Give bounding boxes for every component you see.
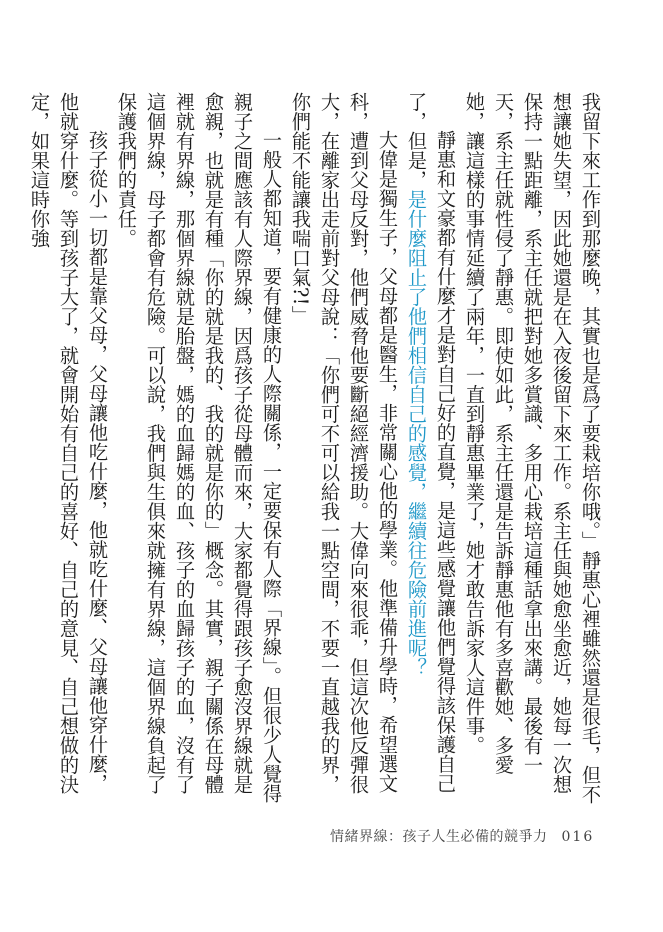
- page-number: 016: [561, 829, 595, 845]
- paragraph: [25, 92, 112, 804]
- book-title: 情緒界線：孩子人生必備的競爭力: [330, 829, 548, 845]
- paragraph-text: 我留下來工作到那麼晚，其實也是爲了要栽培你哦。」靜惠心裡雖然還是很毛，但不想讓她失望，因此她還是在入夜後留下來工作。系主任與她愈坐愈近，她每一次想保持一點距離，系主任就把對她多賞識、多用心栽培這種話拿出來講。最後有一天，系主任就性侵了靜惠。即使如此，系主任還是告訴靜惠他有多喜歡她、多愛她，讓這樣的事情延續了兩年，一直到靜惠畢業了，她才敢告訴家人這件事。: [463, 92, 602, 804]
- highlighted-question: 是什麼阻止了他們相信自己的感覺，繼續往危險前進呢？: [405, 189, 428, 677]
- paragraph-text: 一般人都知道，要有健康的人際關係，一定要保有人際「界線」。但很少人覺得親子之間應該有人際界線，因爲孩子從母體而來，大家都覺得跟孩子愈沒界線就是愈親，也就是有種「你的就是我的、我的就是你的」概念。其實，親子關係在母體裡就有界線，那個界線就是胎盤，媽的血歸媽的血、孩子的血歸孩子的血，沒有了這個界線，母子都會有危險。可以說，我們與生俱來就擁有界線，這個界線負起了保護我們的責任。: [115, 92, 283, 804]
- paragraph: [402, 92, 460, 804]
- paragraph-text: 孩子從小一切都是靠父母，父母讓他吃什麼，他就吃什麼、父母讓他穿什麼，他就穿什麼。等到孩子大了，就會開始有自己的喜好、自己的意見、自己想做的決定，如果這時你強: [28, 92, 109, 794]
- page-footer: [330, 826, 594, 846]
- body-text: [28, 92, 605, 804]
- paragraph: [112, 92, 286, 804]
- paragraph-text: 靜惠和文豪都有什麼才是對自己好的直覺，是這些感覺讓他們覺得該保護自己了，但是，: [405, 92, 457, 794]
- paragraph-text: 大偉是獨生子，父母都是醫生，非常關心他的學業。他準備升學時，希望選文科，遭到父母反對，他們威脅他要斷絕經濟援助。大偉向來很乖，但這次他反彈很大，在離家出走前對父母說：「你們可不可以給我一點空間，不要一直越我的界，你們能不能讓我喘口氣?!」: [289, 92, 399, 794]
- paragraph: [286, 92, 402, 804]
- paragraph: [460, 92, 605, 804]
